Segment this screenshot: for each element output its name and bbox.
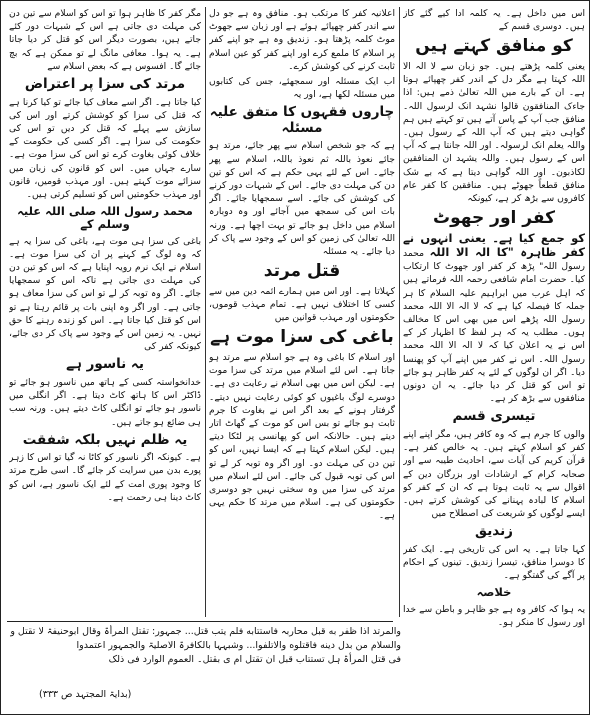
right-para-3-head: کو جمع کیا ہے۔ یعنی انہوں نے کفر ظاہرہ "کا الہ الا اللہ <box>403 230 585 259</box>
column-divider-left <box>205 7 206 617</box>
footnote-block <box>9 625 401 691</box>
heading-teesri-qism: تیسری قسم <box>452 408 536 425</box>
footnote-line-3: فی قتل المرأۃ ہل تستتاب قبل ان تقتل ام ی بقتل۔ العموم الوارد فی ذلک <box>108 654 401 665</box>
right-para-2: یعنی کلمہ پڑھتے ہیں۔ جو زبان سے لا الہ الا اللہ کہتا ہے مگر دل کے اندر کفر چھپائے ہوتا ہے۔ ان کے بارے میں اللہ تعالیٰ ذمے ہیں: اذا جاءک المنافقون قالوا نشہد انک لرسول اللہ۔ منافق جب آپ کے پاس آتے ہیں تو کہتے ہیں ہم گواہی دیتے ہیں کہ آپ اللہ کے رسول ہیں۔ واللہ یعلم انک لرسولہ۔ اور اللہ جانتا ہے کہ آپ اس کے رسول ہیں۔ واللہ یشہد ان المنافقین لکاذبون۔ اور اللہ گواہی دیتا ہے کہ بے شک منافق قطعاً جھوٹے ہیں۔ منافقین کا کفر عام کافروں سے بڑھ کر ہے، کیونکہ <box>403 60 585 204</box>
middle-para-2: اب ایک مسئلہ اور سمجھئے، جس کی کتابوں میں مسئلہ لکھا ہے، اور یہ <box>209 76 395 101</box>
middle-para-5: اور اسلام کا باغی وہ ہے جو اسلام سے مرتد ہو جاتا ہے۔ اس لئے اسلام میں مرتد کی سزا موت ہے۔ لیکن اس میں بھی اسلام نے رعایت دی ہے۔ دوسرے لوگ باغیوں کو کوئی رعایت نہیں دیتے۔ گرفتار ہونے کے بعد اگر اس نے بغاوت کا جرم ثابت ہو جائے تو بس اس کو موت کے گھاٹ اتار دیتے ہیں۔ حالانکہ اس کو پھانسی پر لٹکا دیتے ہیں۔ لیکن اسلام کہتا ہے کہ ایسا نہیں، اس کو تین دن کی مہلت دو۔ اور اگر وہ توبہ کر لے تو اس کی توبہ قبول کی جائے۔ اس لئے اسلام میں مرتد کی سزا میں وہ سختی نہیں جو دوسری حکومتوں کی ہے۔ اسلام میں مرتد کا حکم یہی ہے۔ <box>209 351 395 522</box>
heading-kufr-aur-jhoot: کفر اور جھوٹ <box>433 208 555 229</box>
heading-zulm-nahi-balke-shafqat: یہ ظلم نہیں بلکہ شفقت <box>22 431 188 448</box>
left-para-5: ہے۔ کیونکہ اگر ناسور کو کاٹا نہ گیا تو اس کا زہر پورے بدن میں سرایت کر جائے گا۔ اسی طرح مرتد کا وجود پوری امت کے لئے ایک ناسور ہے، اس کو کاٹ دینا ہی رحمت ہے۔ <box>9 452 201 503</box>
heading-chaaron-fiqhon-ka-muttafaq-alaih: چاروں فقہوں کا متفق علیہ مسئلہ <box>209 104 395 136</box>
heading-khulasa: خلاصہ <box>476 585 512 600</box>
right-para-3-body: محمد رسول اللہ" پڑھ کر کفر اور جھوٹ کا ارتکاب کیا۔ حضرت امام شافعی رحمہ اللہ فرماتے ہیں کہ اہل عرب میں ابراہیم علیہ السلام کا ہر جملہ کا فیصلہ کیا ہے کہ لا الہ الا اللہ محمد رسول اللہ پڑھے اس میں بھی اس کا مخالف ہوں۔ مطلب یہ کہ ہر لفظ کا اظہار کر کے اس نے یہ اعلان کیا کہ لا الہ الا اللہ محمد رسول اللہ۔ اس نے کفر میں اپنے آپ کو پھنسا دیا۔ اگر ان لوگوں کے لئے یہ کفر ظاہر ہو جائے تو اس کو قتل کر دیا جائے۔ یہ ان دونوں منافقوں سے بڑھ کر ہے۔ <box>403 247 585 405</box>
heading-ye-nasoor-hai: یہ ناسور ہے <box>66 356 144 373</box>
right-para-3 <box>403 232 585 406</box>
heading-murtad-ki-saza-par-aitraz: مرتد کی سزا پر اعتراض <box>24 76 186 93</box>
middle-para-3: ہے کہ جو شخص اسلام سے پھر جائے، مرتد ہو جائے نعوذ باللہ ثم نعوذ باللہ، اسلام سے پھر جائے۔ اس کے لئے یہی حکم ہے کہ اس کو تین دن کی مہلت دی جائے۔ اس کے شبہات دور کرنے کی کوشش کی جائے۔ اسے سمجھایا جائے۔ اگر بات اس کی سمجھ میں آجائے اور وہ دوبارہ اسلام میں داخل ہو جائے تو بہت اچھا ہے۔ ورنہ اللہ تعالیٰ کی زمین کو اس کے وجود سے پاک کر دیا جائے۔ یہ مسئلہ <box>209 140 395 258</box>
middle-para-4: کہلاتا ہے۔ اور اس میں ہمارے ائمہ دین میں سے کسی کا اختلاف نہیں ہے۔ تمام مہذب قوموں، حکومتوں اور مہذب قوانین میں <box>209 285 395 324</box>
left-para-3: باغی کی سزا ہی موت ہے، باغی کی سزا یہ ہے کہ وہ لوگ کے کہنے پر ان کی سزا موت ہے۔ اسلام نے ایک نرم رویہ اپنایا ہے کہ اس کو تین دن کی مہلت دی جاتی ہے تاکہ اس کو سمجھایا جائے۔ اگر وہ توبہ کر لے تو اس کی سزا معاف ہو جاتی ہے۔ اور اگر وہ اپنی بات پر قائم رہتا ہے تو اس کو قتل کیا جاتا ہے۔ اس کو زندہ رہنے کا حق نہیں۔ یہ زمین اس کے وجود سے پاک کر دی جائے، کیونکہ کفر کی <box>9 235 201 353</box>
right-para-1: اس میں داخل ہے۔ یہ کلمہ ادا کیے گئے کاز ہیں۔ دوسری قسم کے <box>403 8 585 33</box>
column-divider-right <box>399 7 400 617</box>
left-para-4: خدانخواستہ کسی کے ہاتھ میں ناسور ہو جائے تو ڈاکٹر اس کا ہاتھ کاٹ دیتا ہے۔ اگر انگلی میں ناسور ہو جائے تو انگلی کاٹ دیتے ہیں۔ ورنہ سب ہی ضائع ہو جاتے ہیں۔ <box>9 376 201 428</box>
left-para-2: کیا جاتا ہے۔ اگر اسے معاف کیا جائے تو کیا کرنا ہے کہ قتل کی سزا کو کوشش کرتے اور اس کی سازش سے پہلے کہ قتل کر دیں تو اس کی حکومت کی سزا ہے۔ اگر کسی کی حکومت کے خلاف کوئی بغاوت کرے تو اس کی سزا موت ہے۔ سارے جہاں میں۔ اس کو قانون کی زبان میں سزائے موت کہتے ہیں۔ اور مہذب قومیں، قانون اور مہذب حکومتیں اس کو تسلیم کرتی ہیں۔ <box>9 96 201 200</box>
right-para-4: والوں کا جرم ہے کہ وہ کافر ہیں، مگر اپنے اپنے کفر کو اسلام کہتے ہیں۔ یہ خالص کفر ہے۔ قرآن کریم کی آیات سے، احادیث طیبہ سے اور صحابہ کرام کے ارشادات اور بزرگان دین کے اقوال سے یہ ثابت ہوتا ہے کہ ان کے کفر کو اسلام کا لبادہ پہنانے کی کوشش کرتے ہیں۔ ایسے لوگوں کو شریعت کی اصطلاح میں <box>403 428 585 520</box>
column-right <box>403 7 585 644</box>
heading-munafiq: کو منافق کہتے ہیں <box>415 36 573 57</box>
column-middle <box>209 7 395 617</box>
heading-baghi-ki-saza-maut: باغی کی سزا موت ہے <box>210 327 394 348</box>
footnote-line-1: والمرتد اذا ظفر به قبل محاربہ فاستتابه فلم یتب قتل... جمہور: تقتل المرأۃ وقال ابوحنیفۃ لا تقتل و <box>10 626 401 637</box>
right-para-5: کہا جاتا ہے۔ یہ اس کی تاریخی ہے۔ ایک کفر کا دوسرا منافق، تیسرا زندیق۔ تینوں کے احکام پر آگے کی گفتگو ہے۔ <box>403 543 585 582</box>
heading-zindiq: زندیق <box>475 523 513 540</box>
left-para-1: مگر کفر کا ظاہر ہوا تو اس کو اسلام سے تین دن کی مہلت دی جاتی ہے اس کے شبہات دور کئے جاتے ہیں، بصورت دیگر اس کو قتل کر دیا جاتا ہے۔ یہ ہوا۔ معافی مانگ لے تو ممکن ہے کہ بچ جائے گا۔ افسوس ہے کہ بعض اسلام سے <box>9 8 201 72</box>
footnote-separator <box>7 621 393 622</box>
column-left <box>9 7 201 617</box>
heading-qatl-e-murtad: قتل مرتد <box>263 261 341 282</box>
footnote-reference: (بدایۃ المجتہد ص ۳۳۳) <box>39 689 132 700</box>
heading-muhammad-rasool-allah: محمد رسول اللہ صلی اللہ علیہ وسلم کے <box>17 204 193 232</box>
right-para-6: یہ ہوا کہ کافر وہ ہے جو ظاہر و باطن سے خدا اور رسول کا منکر ہو۔ <box>403 603 585 628</box>
middle-para-1: اعلانیہ کفر کا مرتکب ہو۔ منافق وہ ہے جو دل سے اندر کفر چھپائے ہوئے ہے اور زبان سے جھوٹ موٹ کلمہ پڑھتا ہو۔ زندیق وہ ہے جو اپنے کفر پر اسلام کا ملمع کرے اور اپنے کفر کو عین اسلام ثابت کرنے کی کوشش کرے۔ <box>209 8 395 72</box>
footnote-line-2: والسلام من بدل دینه فاقتلوه والاتلفوا... وشبہہا بالکافرۃ الاصلیۃ والجمہور اعتمدوا <box>76 640 401 651</box>
